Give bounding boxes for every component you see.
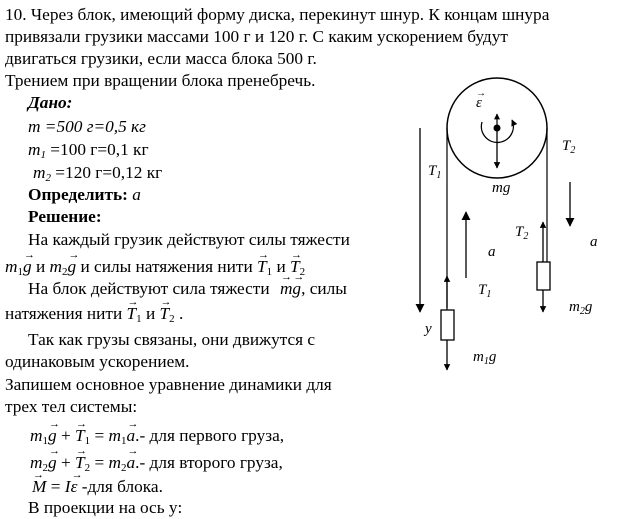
find-row: Определить: a <box>28 185 141 204</box>
label-T1-upper: $T_1$ <box>428 163 442 181</box>
given-header: Дано: <box>28 93 73 112</box>
para2-line2: натяжения нити → $T_1$ $и \to T_2$ . <box>5 303 183 324</box>
mass-2 <box>537 262 550 290</box>
label-T2-upper: $T_2$ <box>562 138 576 156</box>
given-m: m =500 г=0,5 кг <box>28 117 146 136</box>
equation-3: → M = I→ ε -для блока. <box>32 476 163 497</box>
problem-line-2: привязали грузики массами 100 г и 120 г. С каким ускорением будут <box>5 27 508 46</box>
label-T1-lower: $T_1$ <box>478 282 492 300</box>
label-T2-lower: $T_2$ <box>515 224 529 242</box>
para3-line2: одинаковым ускорением. <box>5 352 190 371</box>
last-line: В проекции на ось y: <box>28 498 183 517</box>
label-a-right: a <box>590 234 598 250</box>
problem-line-4: Трением при вращении блока пренебречь. <box>5 71 316 90</box>
para1-line1: На каждый грузик действуют силы тяжести <box>28 230 350 249</box>
solution-header: Решение: <box>28 207 102 226</box>
problem-line-1: 10. Через блок, имеющий форму диска, перекинут шнур. К концам шнура <box>5 5 550 24</box>
given-m2: $m_2 =120$ г=0,12 кг <box>33 163 163 184</box>
label-y: y <box>425 321 432 337</box>
equation-2: $m_2\to g$ + → $T_2 = m_2\to a.-$ для второго груза, <box>30 452 283 473</box>
para2-line1: На блок действуют сила тяжести → m→ g, силы <box>28 278 347 299</box>
given-m1: $m_1 =100$ г=0,1 кг <box>28 140 149 161</box>
para4-line2: трех тел системы: <box>5 397 138 416</box>
para3-line1: Так как грузы связаны, они движутся с <box>28 330 316 349</box>
label-epsilon: ε <box>476 95 482 111</box>
problem-line-3: двигаться грузики, если масса блока 500 г. <box>5 49 317 68</box>
equation-1: $m_1\to g$ + → $T_1 = m_1\to a.-$ для первого груза, <box>30 425 284 446</box>
vec-mark: → <box>476 88 486 99</box>
label-m1g: $m_1g$ <box>473 349 497 367</box>
mass-1 <box>441 310 454 340</box>
para1-line2: $m_1\to g$ и $m_2\to g$ и силы натяжения нити → $T_1$ $и \to T_2$ <box>5 256 305 277</box>
para4-line1: Запишем основное уравнение динамики для <box>5 375 332 394</box>
label-a-left: a <box>488 244 496 260</box>
label-m2g: $m_2g$ <box>569 299 593 317</box>
label-mg: mg <box>492 180 511 196</box>
